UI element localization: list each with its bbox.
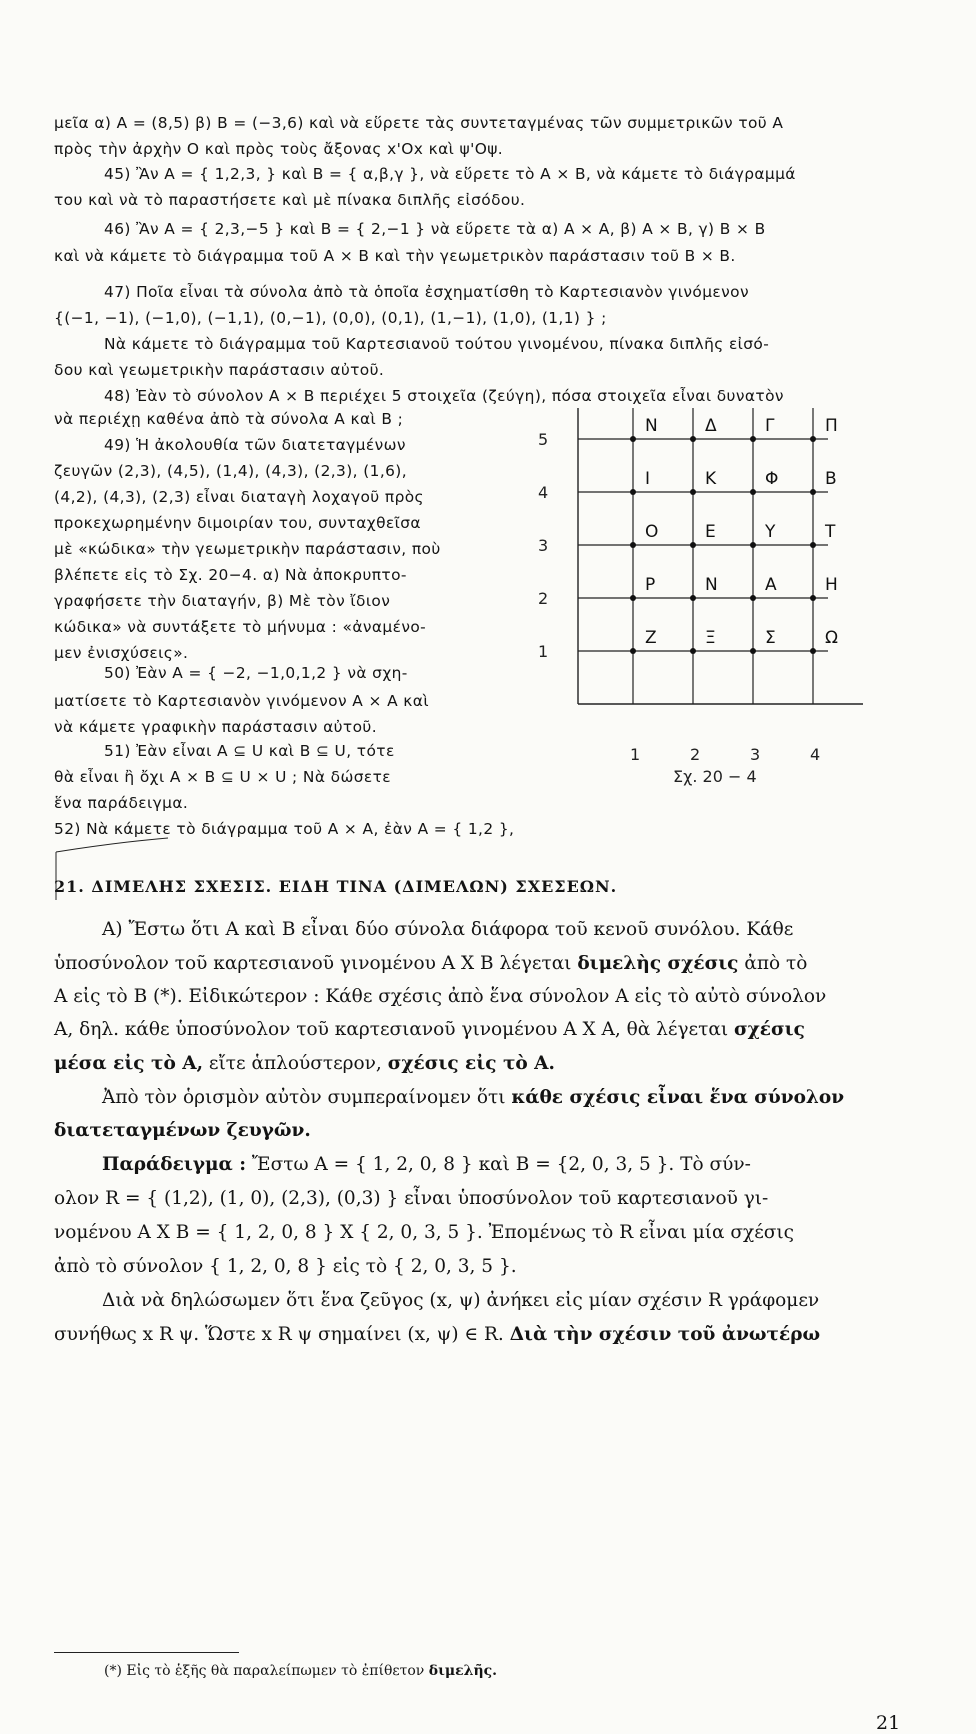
grid-point [750,489,756,495]
y-tick-label: 2 [538,589,549,608]
text-run: ἀπὸ τὸ σύνολον { 1, 2, 0, 8 } εἰς τὸ { 2, 0, 3, 5 }. [54,1256,517,1277]
grid-point [630,542,636,548]
body-line [102,1286,968,1315]
x-tick-label: 2 [690,745,701,764]
grid-point [810,542,816,548]
code-letter: Δ [705,416,717,436]
body-line [102,1083,968,1112]
text-line: 47) Ποῖα εἶναι τὰ σύνολα ἀπὸ τὰ ὁποῖα ἐσχηματίσθη τὸ Καρτεσιανὸν γινόμενον [104,283,749,301]
text-run: Α εἰς τὸ Β (*). Εἰδικώτερον : Κάθε σχέσις ἀπὸ ἕνα σύνολον Α εἰς τὸ αὐτὸ σύνολον [54,986,827,1007]
body-line [54,1015,920,1044]
code-letter: Ι [645,469,651,489]
text-line: 45) Ἂν Α = { 1,2,3, } καὶ Β = { α,β,γ }, νὰ εὕρετε τὸ Α × Β, νὰ κάμετε τὸ διάγραμμά [104,165,796,183]
code-letter: Ρ [645,575,656,595]
grid-point [630,648,636,654]
footnote [104,1663,497,1679]
y-tick-label: 5 [538,430,549,449]
bold-term: διατεταγμένων ζευγῶν. [54,1120,311,1141]
text-line: του καὶ νὰ τὸ παραστήσετε καὶ μὲ πίνακα διπλῆς εἰσόδου. [54,191,526,209]
text-line: ἕνα παράδειγμα. [54,794,189,812]
text-line: μεῖα α) Α = (8,5) β) Β = (−3,6) καὶ νὰ εὕρετε τὰς συντεταγμένας τῶν συμμετρικῶν τοῦ Α [54,114,784,132]
grid-point [690,489,696,495]
text-line: ζευγῶν (2,3), (4,5), (1,4), (4,3), (2,3), (1,6), [54,462,408,480]
bold-term: μέσα εἰς τὸ Α, [54,1053,204,1074]
exercise-52: 52) Νὰ κάμετε τὸ διάγραμμα τοῦ Α × Α, ἐὰν Α = { 1,2 }, [54,820,515,838]
text-line: θὰ εἶναι ἢ ὄχι Α × Β ⊆ U × U ; Νὰ δώσετε [54,768,392,786]
text-line: μὲ «κώδικα» τὴν γεωμετρικὴν παράστασιν, ποὺ [54,540,441,558]
text-line: βλέπετε εἰς τὸ Σχ. 20−4. α) Νὰ ἀποκρυπτο- [54,566,407,584]
grid-point [750,595,756,601]
text-line: (4,2), (4,3), (2,3) εἶναι διαταγὴ λοχαγοῦ πρὸς [54,488,424,506]
footnote-text: (*) Εἰς τὸ ἑξῆς θὰ παραλείπωμεν τὸ ἐπίθετον [104,1663,425,1679]
code-letter: Β [825,469,837,489]
code-letter: Τ [825,522,836,542]
grid-point [630,595,636,601]
text-run: νομένου Α Χ Β = { 1, 2, 0, 8 } Χ { 2, 0, 3, 5 }. Ἐπομένως τὸ R εἶναι μία σχέσις [54,1222,795,1243]
text-run: Ἔστω Α = { 1, 2, 0, 8 } καὶ Β = {2, 0, 3, 5 }. Τὸ σύν- [246,1154,751,1175]
grid-point [630,489,636,495]
code-letter: Ξ [705,628,716,648]
text-run: Α) Ἔστω ὅτι Α καὶ Β εἶναι δύο σύνολα διάφορα τοῦ κενοῦ συνόλου. Κάθε [102,919,794,940]
text-line: ματίσετε τὸ Καρτεσιανὸν γινόμενον Α × Α καὶ [54,692,429,710]
grid-point [810,489,816,495]
y-tick-label: 1 [538,642,549,661]
code-letter: Ν [645,416,658,436]
grid-point [690,595,696,601]
body-line [54,1116,920,1145]
text-run: συνήθως x R ψ. Ὥστε x R ψ σημαίνει (x, ψ) ∈ R. [54,1324,510,1345]
body-line [54,949,920,978]
bold-term: διμελὴς σχέσις [577,953,739,974]
text-line: καὶ νὰ κάμετε τὸ διάγραμμα τοῦ Α × Β καὶ τὴν γεωμετρικὸν παράστασιν τοῦ Β × Β. [54,247,736,265]
y-tick-label: 3 [538,536,549,555]
grid-point [630,436,636,442]
grid-point [690,542,696,548]
text-line: μεν ἐνισχύσεις». [54,644,189,662]
code-letter: Ω [825,628,838,648]
text-line: Νὰ κάμετε τὸ διάγραμμα τοῦ Καρτεσιανοῦ τούτου γινομένου, πίνακα διπλῆς εἰσό- [104,335,770,353]
bold-term: σχέσις εἰς τὸ Α. [387,1053,555,1074]
body-line [54,1049,920,1078]
code-letter: Ε [705,522,716,542]
code-letter: Ζ [645,628,657,648]
text-line: 48) Ἐὰν τὸ σύνολον Α × Β περιέχει 5 στοιχεῖα (ζεύγη), πόσα στοιχεῖα εἶναι δυνατὸν [104,387,784,405]
text-line: κώδικα» νὰ συντάξετε τὸ μήνυμα : «ἀναμένο- [54,618,427,636]
page-number: 21 [876,1712,901,1734]
code-letter: Γ [765,416,775,436]
y-tick-label: 4 [538,483,549,502]
text-line: 50) Ἐὰν Α = { −2, −1,0,1,2 } νὰ σχη- [104,664,408,682]
grid-point [750,648,756,654]
text-run: εἴτε ἁπλούστερον, [203,1053,388,1074]
bold-term: Διὰ τὴν σχέσιν τοῦ ἀνωτέρω [509,1324,821,1345]
code-letter: Κ [705,469,717,489]
body-line [54,1252,920,1281]
grid-point [750,542,756,548]
text-line: δου καὶ γεωμετρικὴν παράστασιν αὐτοῦ. [54,361,385,379]
grid-point [690,648,696,654]
text-run: Ἀπὸ τὸν ὁρισμὸν αὐτὸν συμπεραίνομεν ὅτι [102,1087,512,1108]
text-run: ολον R = { (1,2), (1, 0), (2,3), (0,3) } εἶναι ὑποσύνολον τοῦ καρτεσιανοῦ γι- [54,1188,769,1209]
bold-term: σχέσις [733,1019,805,1040]
text-line: πρὸς τὴν ἀρχὴν Ο καὶ πρὸς τοὺς ἄξονας x'Ox καὶ ψ'Οψ. [54,140,504,158]
code-letter: Ν [705,575,718,595]
bold-term: κάθε σχέσις εἶναι ἕνα σύνολον [511,1087,845,1108]
code-letter: Α [765,575,777,595]
grid-point [810,648,816,654]
text-line: προκεχωρημένην διμοιρίαν του, συνταχθεῖσα [54,514,421,532]
section-heading: 21. ΔΙΜΕΛΗΣ ΣΧΕΣΙΣ. ΕΙΔΗ ΤΙΝΑ (ΔΙΜΕΛΩΝ) ΣΧΕΣΕΩΝ. [54,877,618,896]
text-run: Α, δηλ. κάθε ὑποσύνολον τοῦ καρτεσιανοῦ γινομένου Α Χ Α, θὰ λέγεται [54,1019,734,1040]
figure-20-4 [528,408,908,808]
body-line [54,982,920,1011]
footnote-bold: διμελῆς. [428,1663,498,1679]
footnote-rule [54,1652,239,1653]
text-run: ὑποσύνολον τοῦ καρτεσιανοῦ γινομένου Α Χ Β λέγεται [54,953,578,974]
text-line: νὰ περιέχῃ καθένα ἀπὸ τὰ σύνολα Α καὶ Β ; [54,410,404,428]
text-line: {(−1, −1), (−1,0), (−1,1), (0,−1), (0,0), (0,1), (1,−1), (1,0), (1,1) } ; [54,309,607,327]
body-line [54,1184,920,1213]
text-run: ἀπὸ τὸ [738,953,808,974]
code-letter: Π [825,416,838,436]
text-line: γραφήσετε τὴν διαταγήν, β) Μὲ τὸν ἴδιον [54,592,391,610]
x-tick-label: 3 [750,745,761,764]
code-letter: Φ [765,469,779,489]
grid-point [690,436,696,442]
text-line: 49) Ἡ ἀκολουθία τῶν διατεταγμένων [104,436,406,454]
body-line [102,915,968,944]
body-line [102,1150,968,1179]
text-line: 51) Ἐὰν εἶναι Α ⊆ U καὶ Β ⊆ U, τότε [104,742,395,760]
code-letter: Σ [765,628,776,648]
grid-point [810,595,816,601]
body-line [54,1320,920,1349]
x-tick-label: 1 [630,745,641,764]
text-line: νὰ κάμετε γραφικὴν παράστασιν αὐτοῦ. [54,718,378,736]
figure-caption: Σχ. 20 − 4 [673,767,757,786]
text-run: Διὰ νὰ δηλώσωμεν ὅτι ἕνα ζεῦγος (x, ψ) ἀνήκει εἰς μίαν σχέσιν R γράφομεν [102,1290,820,1311]
bold-term: Παράδειγμα : [102,1154,247,1175]
code-letter: Υ [765,522,776,542]
x-tick-label: 4 [810,745,821,764]
body-line [54,1218,920,1247]
grid-point [810,436,816,442]
text-line: 46) Ἂν Α = { 2,3,−5 } καὶ Β = { 2,−1 } νὰ εὕρετε τὰ α) Α × Α, β) Α × Β, γ) Β × Β [104,220,766,238]
code-letter: Η [825,575,838,595]
code-letter: Ο [645,522,659,542]
grid-point [750,436,756,442]
